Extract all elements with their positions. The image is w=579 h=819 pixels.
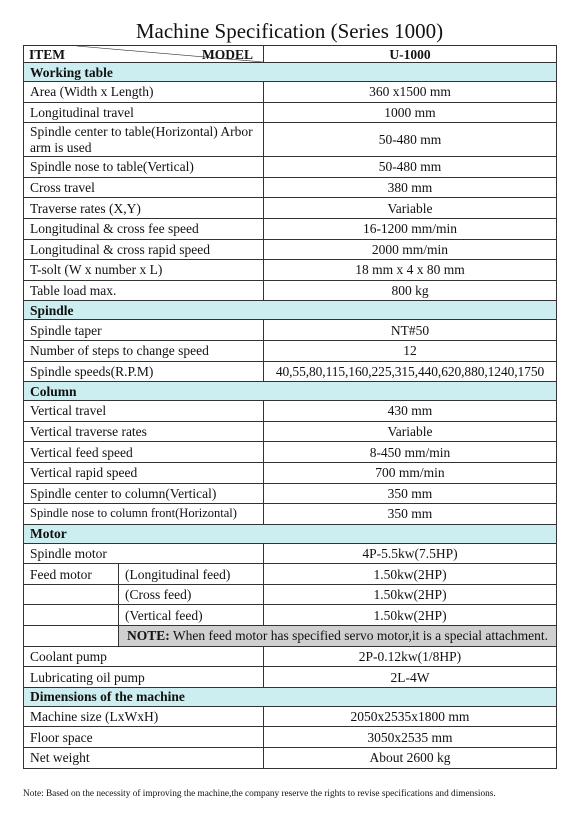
row-label: T-solt (W x number x L)	[24, 260, 264, 281]
row-value: 2000 mm/min	[264, 239, 557, 260]
row-value: 50-480 mm	[264, 157, 557, 178]
table-row	[24, 177, 557, 198]
row-label: (Vertical feed)	[119, 605, 264, 626]
row-label: Spindle speeds(R.P.M)	[24, 361, 264, 382]
row-label: Net weight	[24, 748, 264, 769]
table-row	[24, 646, 557, 667]
row-value: 40,55,80,115,160,225,315,440,620,880,1240,1750	[264, 361, 557, 382]
row-value: 1.50kw(2HP)	[264, 564, 557, 585]
row-value: 12	[264, 340, 557, 361]
table-row	[24, 340, 557, 361]
feed-motor-spacer	[24, 584, 119, 605]
section-motor	[24, 524, 557, 543]
table-row	[24, 667, 557, 688]
row-value: Variable	[264, 421, 557, 442]
row-value: 1.50kw(2HP)	[264, 584, 557, 605]
row-label: Vertical traverse rates	[24, 421, 264, 442]
section-label: Dimensions of the machine	[24, 687, 557, 706]
table-row	[24, 218, 557, 239]
row-value: 350 mm	[264, 483, 557, 504]
header-model-value: U-1000	[264, 46, 557, 63]
spec-table	[23, 45, 557, 769]
table-row	[24, 584, 557, 605]
section-dimensions	[24, 687, 557, 706]
feed-motor-label: Feed motor	[24, 564, 119, 585]
table-row	[24, 102, 557, 123]
note-row	[24, 626, 557, 647]
note-label: NOTE:	[127, 628, 170, 644]
row-value: 3050x2535 mm	[264, 727, 557, 748]
row-label: Table load max.	[24, 280, 264, 301]
row-value: 4P-5.5kw(7.5HP)	[264, 543, 557, 564]
row-label: Longitudinal travel	[24, 102, 264, 123]
row-label: Lubricating oil pump	[24, 667, 264, 688]
row-label: Longitudinal & cross rapid speed	[24, 239, 264, 260]
row-label: Spindle nose to column front(Horizontal)	[24, 504, 264, 525]
table-row	[24, 727, 557, 748]
row-label: Longitudinal & cross fee speed	[24, 218, 264, 239]
table-row	[24, 421, 557, 442]
row-label: Machine size (LxWxH)	[24, 706, 264, 727]
table-row	[24, 483, 557, 504]
row-value: 2L-4W	[264, 667, 557, 688]
row-value: NT#50	[264, 320, 557, 341]
row-value: 800 kg	[264, 280, 557, 301]
row-label: Cross travel	[24, 177, 264, 198]
row-value: 1.50kw(2HP)	[264, 605, 557, 626]
row-label: Coolant pump	[24, 646, 264, 667]
table-row	[24, 605, 557, 626]
row-value: 350 mm	[264, 504, 557, 525]
row-value: 430 mm	[264, 401, 557, 422]
row-label: Floor space	[24, 727, 264, 748]
feed-motor-spacer	[24, 605, 119, 626]
section-label: Column	[24, 382, 557, 401]
row-label: Spindle center to table(Horizontal) Arbor arm is used	[24, 123, 264, 157]
table-row	[24, 442, 557, 463]
row-value: 16-1200 mm/min	[264, 218, 557, 239]
row-label: Spindle taper	[24, 320, 264, 341]
table-row	[24, 504, 557, 525]
row-label: Spindle nose to table(Vertical)	[24, 157, 264, 178]
table-row	[24, 157, 557, 178]
footnote: Note: Based on the necessity of improving the machine,the company reserve the rights to revise specifications and dimensions.	[23, 789, 496, 799]
row-label: Vertical rapid speed	[24, 462, 264, 483]
row-label: (Cross feed)	[119, 584, 264, 605]
row-label: Vertical travel	[24, 401, 264, 422]
section-working-table	[24, 63, 557, 82]
row-value: 50-480 mm	[264, 123, 557, 157]
table-row	[24, 320, 557, 341]
row-value: Variable	[264, 198, 557, 219]
table-row	[24, 401, 557, 422]
row-label: Number of steps to change speed	[24, 340, 264, 361]
row-label: Vertical feed speed	[24, 442, 264, 463]
row-value: 700 mm/min	[264, 462, 557, 483]
table-row	[24, 462, 557, 483]
table-row	[24, 280, 557, 301]
row-value: 18 mm x 4 x 80 mm	[264, 260, 557, 281]
header-model: MODEL	[201, 47, 253, 62]
table-row	[24, 706, 557, 727]
section-column	[24, 382, 557, 401]
section-label: Motor	[24, 524, 557, 543]
table-row	[24, 543, 557, 564]
table-row	[24, 239, 557, 260]
row-label: (Longitudinal feed)	[119, 564, 264, 585]
table-row	[24, 260, 557, 281]
row-value: 2050x2535x1800 mm	[264, 706, 557, 727]
row-label: Traverse rates (X,Y)	[24, 198, 264, 219]
table-row	[24, 123, 557, 157]
header-item-model-cell	[24, 46, 264, 63]
table-row	[24, 564, 557, 585]
page-title: Machine Specification (Series 1000)	[135, 19, 444, 43]
table-row	[24, 361, 557, 382]
row-label: Area (Width x Length)	[24, 82, 264, 103]
row-label: Spindle center to column(Vertical)	[24, 483, 264, 504]
row-value: 2P-0.12kw(1/8HP)	[264, 646, 557, 667]
note-text: When feed motor has specified servo motor,it is a special attachment.	[172, 628, 548, 644]
section-label: Spindle	[24, 301, 557, 320]
section-label: Working table	[24, 63, 557, 82]
table-row	[24, 198, 557, 219]
feed-motor-spacer	[24, 626, 119, 647]
table-row	[24, 82, 557, 103]
section-spindle	[24, 301, 557, 320]
row-value: 1000 mm	[264, 102, 557, 123]
header-item: ITEM	[29, 47, 66, 62]
row-label: Spindle motor	[24, 543, 264, 564]
row-value: 380 mm	[264, 177, 557, 198]
row-value: 360 x1500 mm	[264, 82, 557, 103]
row-value: 8-450 mm/min	[264, 442, 557, 463]
row-value: About 2600 kg	[264, 748, 557, 769]
table-row	[24, 748, 557, 769]
header-row	[24, 46, 557, 63]
feed-motor-note	[119, 626, 557, 647]
